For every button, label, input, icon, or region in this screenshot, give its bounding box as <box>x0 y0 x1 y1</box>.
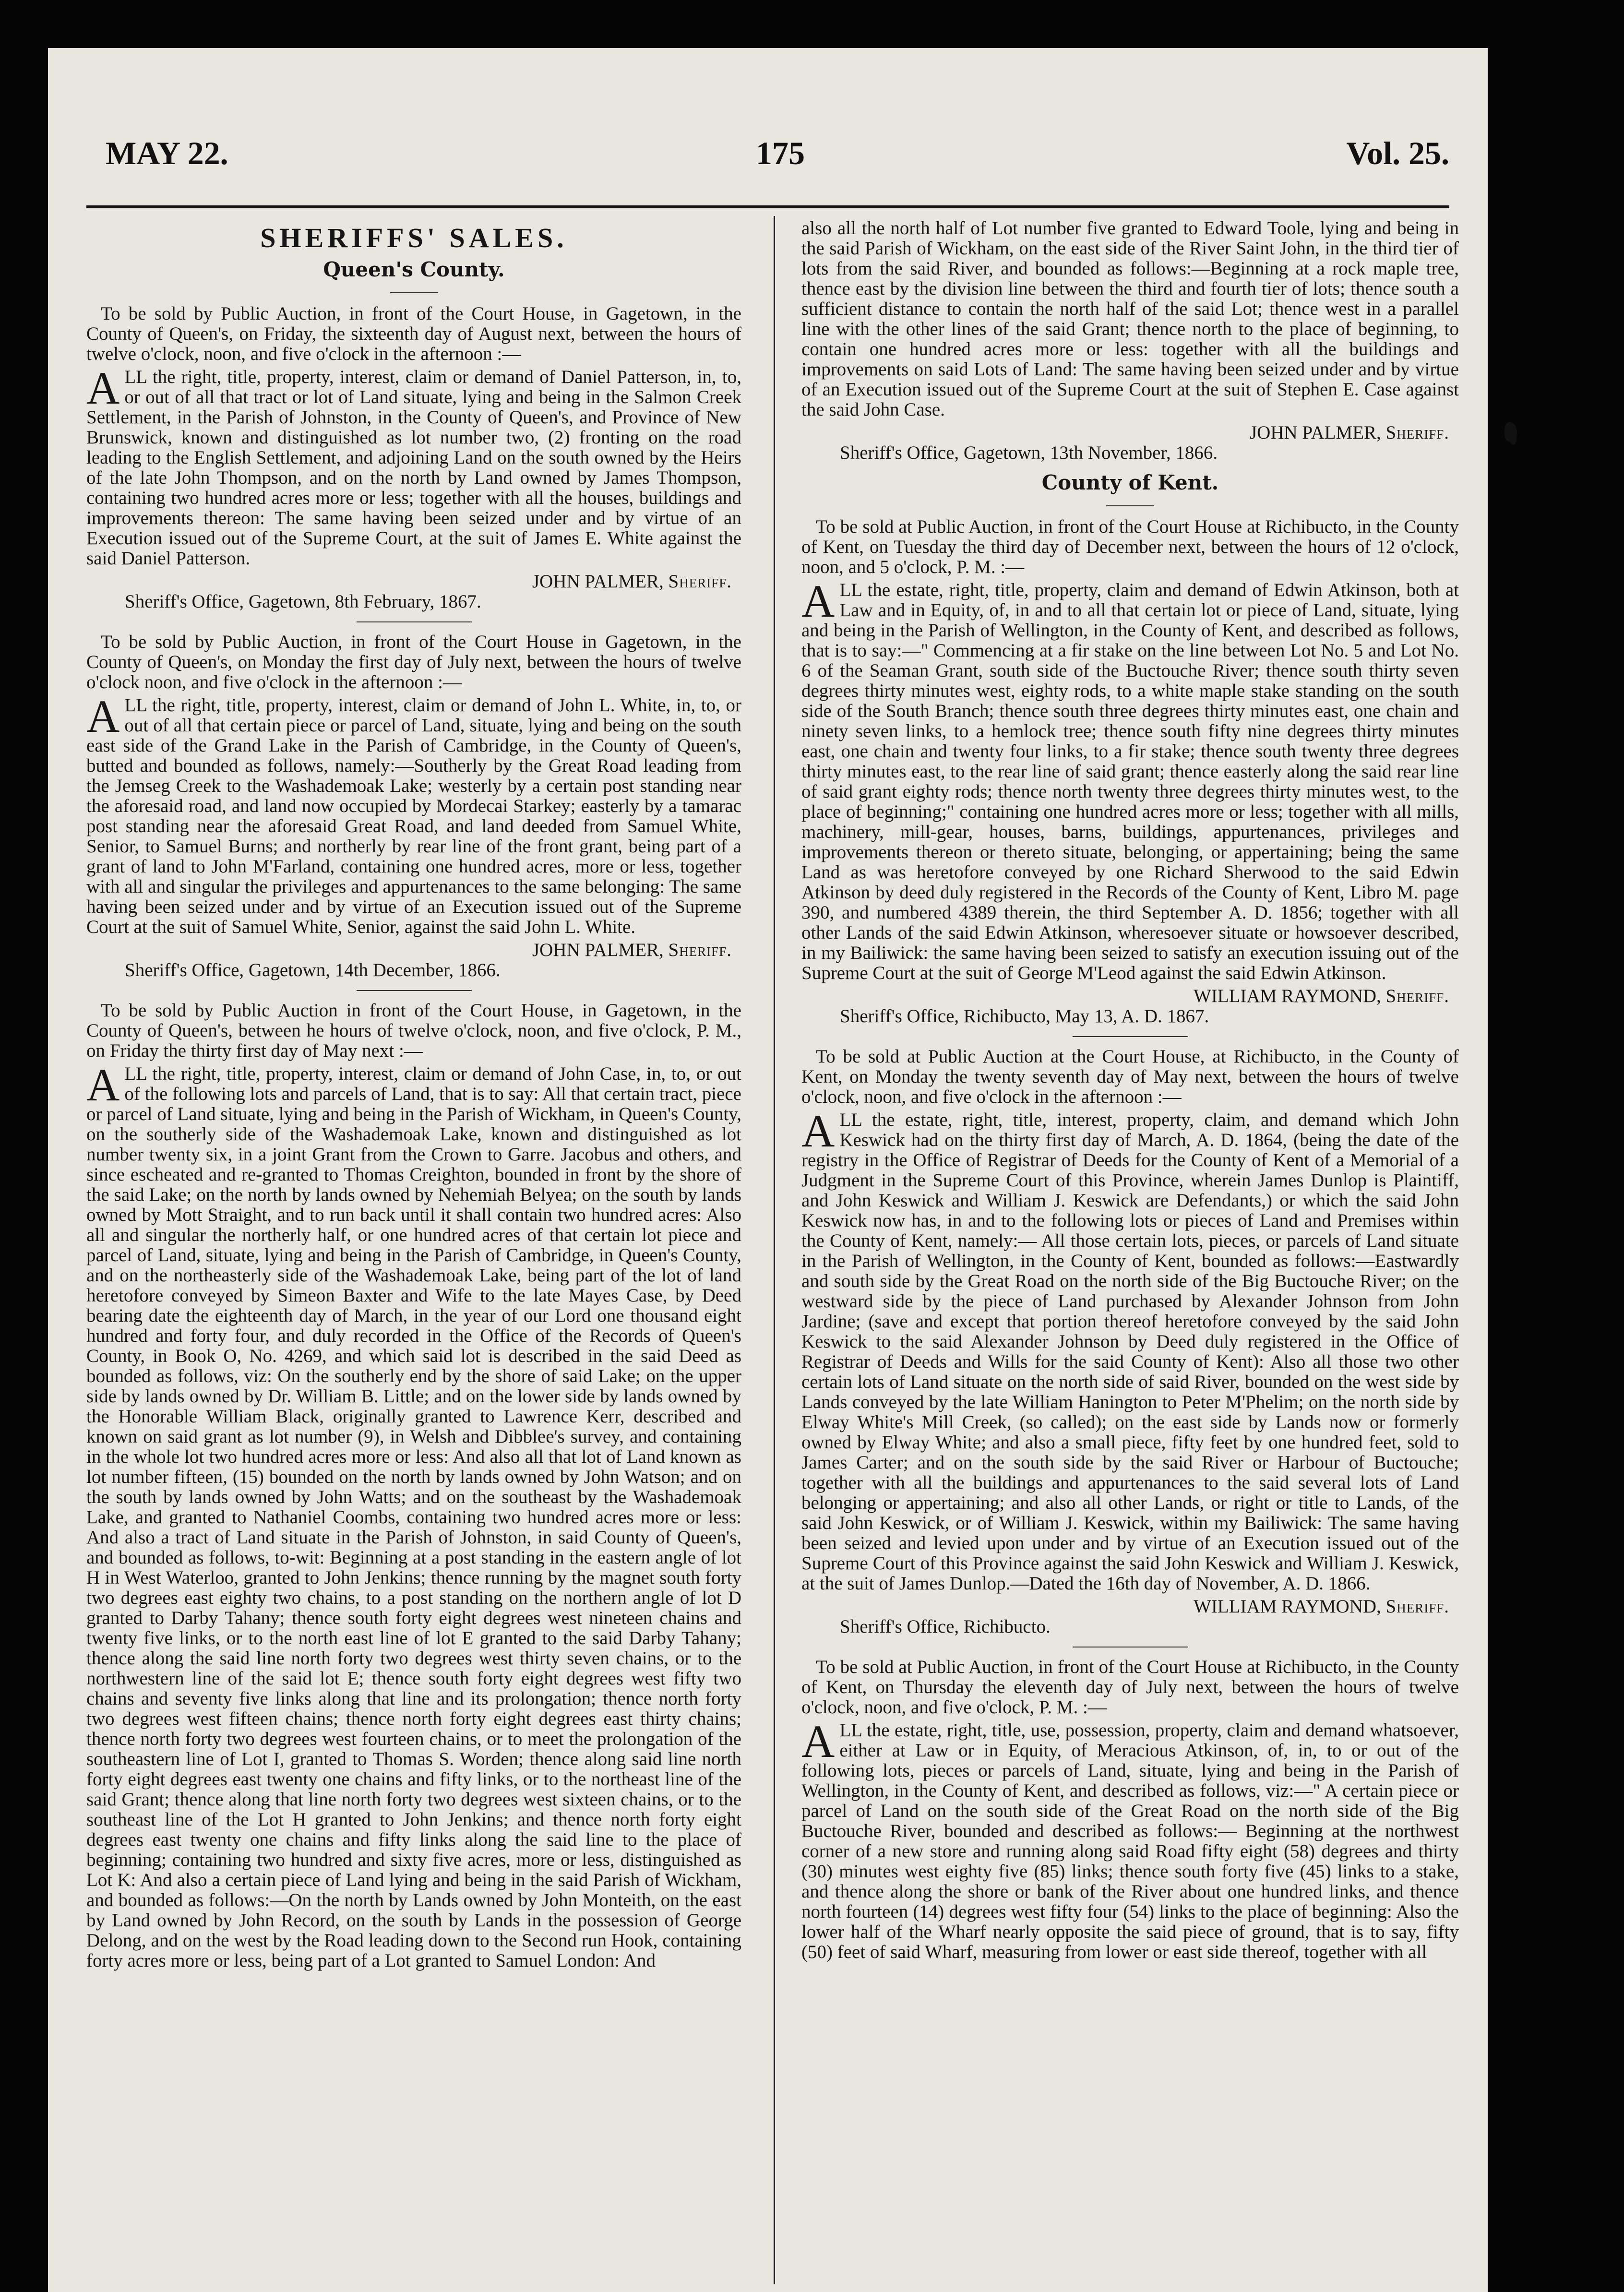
notice-intro: To be sold at Public Auction, in front of the Court House at Richibucto, in the County of Kent, on Tuesday the third day of December next, between the hours of 12 o'clock, noon, and 5 o'clock, P. M. :— <box>801 516 1459 577</box>
newspaper-page <box>48 48 1488 2292</box>
county-heading-kent: County of Kent. <box>1041 471 1219 494</box>
sheriff-signature: JOHN PALMER, Sheriff. <box>532 940 732 960</box>
drop-cap: A <box>86 362 120 414</box>
notice-case <box>86 1001 741 1971</box>
sheriff-office-date: Sheriff's Office, Gagetown, 8th February, 1867. <box>125 591 481 612</box>
notice-body <box>86 1059 741 1971</box>
column-divider <box>774 216 775 2284</box>
page-header <box>86 134 1449 202</box>
notice-body <box>801 1716 1459 1962</box>
notice-intro: To be sold by Public Auction, in front of the Court House, in Gagetown, in the County of Queen's, on Friday, the sixteenth day of August next, between the hours of twelve o'clock, noon, and five o'clock in the afternoon :— <box>86 303 741 364</box>
drop-cap: A <box>801 1716 835 1767</box>
notice-keswick <box>801 1047 1459 1637</box>
section-title: SHERIFFS' SALES. <box>260 222 568 253</box>
notice-intro: To be sold by Public Auction in front of the Court House, in Gagetown, in the County of Queen's, between he hours of twelve o'clock, noon, and five o'clock, P. M., on Friday the thirty first day of May next :— <box>86 1000 741 1061</box>
notice-text: LL the right, title, property, interest, claim or demand of John L. White, in, to, or out of all that certain piece or parcel of Land, situate, lying and being on the south east side of the Grand Lake in the Parish of Cambridge, in the County of Queen's, butted and bounded as follows, namely:—Southerly by the Great Road leading from the Jemseg Creek to the Washademoak Lake; westerly by a certain post standing near the aforesaid road, and land now occupied by Mordecai Starkey; easterly by a tamarac post standing near the aforesaid Great Road, and land deeded from Samuel White, Senior, to Samuel Burns; and northerly by rear line of the front grant, being part of a grant of land to John M'Farland, containing one hundred acres, more or less, together with all and singular the privileges and appurtenances to the same belonging: The same having been seized under and by virtue of an Execution issued out of the Supreme Court at the suit of Samuel White, Senior, against the said John L. White. <box>86 695 741 937</box>
notice-meracious-atkinson <box>801 1657 1459 1962</box>
left-column <box>86 218 741 2287</box>
notice-body <box>801 575 1459 983</box>
header-volume: Vol. 25. <box>1346 135 1449 171</box>
notice-continuation-text: also all the north half of Lot number five granted to Edward Toole, lying and being in the said Parish of Wickham, on the east side of the River Saint John, in the third tier of lots from the said River, and bounded as follows:—Beginning at a rock maple tree, thence east by the division line between the third and fourth tier of lots; thence south a sufficient distance to contain the north half of the said Lot; thence west in a parallel line with the other lines of the said Grant; thence north to the place of beginning, to contain one hundred acres more or less: together with all the buildings and improvements on said Lots of Land: The same having been seized under and by virtue of an Execution issued out of the Supreme Court at the suit of Stephen E. Case against the said John Case. <box>801 218 1459 420</box>
sheriff-signature: WILLIAM RAYMOND, Sheriff. <box>1194 986 1449 1006</box>
notice-text: LL the estate, right, title, interest, property, claim, and demand which John Keswick had on the thirty first day of March, A. D. 1864, (being the date of the registry in the Office of Registrar of Deeds for the County of Kent of a Memorial of a Judgment in the Supreme Court of this Province, wherein James Dunlop is Plaintiff, and John Keswick and William J. Keswick are Defendants,) or which the said John Keswick now has, in and to the following lots or pieces of Land and Premises within the County of Kent, namely:— All those certain lots, pieces, or parcels of Land situate in the Parish of Wellington, in the County of Kent, bounded as follows:—Eastwardly and south side by the Great Road on the north side of the Big Buctouche River; on the westward side by the piece of Land purchased by Alexander Johnson from John Jardine; (save and except that portion thereof heretofore conveyed by the said John Keswick to the said Alexander Johnson by Deed duly registered in the Office of Registrar of Deeds and Wills for the said County of Kent): Also all those two other certain lots of Land situate on the north side of said River, bounded on the west side by Lands conveyed by the late William Hanington to Peter M'Phelim; on the north side by Elway White's Mill Creek, (so called); on the east side by Lands now or formerly owned by Elway White; and also a small piece, fifty feet by one hundred feet, sold to James Carter; and on the south side by the said River or Harbour of Buctouche; together with all the buildings and appurtenances to the said several lots of Land belonging or appertaining; and also all other Lands, or right or title to Lands, of the said John Keswick, or of William J. Keswick, within my Bailiwick: The same having been seized and levied upon under and by virtue of an Execution issued out of the Supreme Court of this Province against the said John Keswick and William J. Keswick, at the suit of James Dunlop.—Dated the 16th day of November, A. D. 1866. <box>801 1110 1459 1594</box>
notice-body <box>86 691 741 937</box>
notice-atkinson <box>801 517 1459 1027</box>
notice-text: LL the right, title, property, interest, claim or demand of Daniel Patterson, in, to, or out of all that tract or lot of Land situate, lying and being in the Salmon Creek Settlement, in the Parish of Johnston, in the County of Queen's, and Province of New Brunswick, known and distinguished as lot number two, (2) fronting on the road leading to the English Settlement, and adjoining Land on the south owned by the Heirs of the late John Thompson, and on the north by Land owned by James Thompson, containing two hundred acres more or less; together with all the houses, buildings and improvements thereon: The same having been seized under and by virtue of an Execution issued out of the Supreme Court, at the suit of James E. White against the said Daniel Patterson. <box>86 367 741 569</box>
header-page-number: 175 <box>756 135 805 171</box>
sheriff-office-date: Sheriff's Office, Gagetown, 13th November, 1866. <box>840 442 1218 463</box>
heading-rule <box>390 292 438 293</box>
notice-intro: To be sold at Public Auction, in front of the Court House at Richibucto, in the County of Kent, on Thursday the eleventh day of July next, between the hours of twelve o'clock, noon, and five o'clock, P. M. :— <box>801 1657 1459 1718</box>
notice-text: LL the right, title, property, interest, claim or demand of John Case, in, to, or out of the following lots and parcels of Land, that is to say: All that certain tract, piece or parcel of Land situate, lying and being in the Parish of Wickham, in Queen's County, on the southerly side of the Washademoak Lake, known and distinguished as lot number twenty six, in a joint Grant from the Crown to Garre. Jacobus and others, and since escheated and re-granted to Thomas Creighton, bounded in front by the shore of the said Lake; on the north by lands owned by Nehemiah Belyea; on the south by lands owned by Mott Straight, and to run back until it shall contain two hundred acres: Also all and singular the northerly half, or one hundred acres of that certain lot piece and parcel of Land, situate, lying and being in the Parish of Cambridge, in Queen's County, and on the northeasterly side of the Washademoak Lake, being part of the lot of land heretofore conveyed by Simeon Baxter and Wife to the late Mayes Case, by Deed bearing date the eighteenth day of March, in the year of our Lord one thousand eight hundred and forty four, and duly recorded in the Office of the Records of Queen's County, in Book O, No. 4269, and which said lot is described in the said Deed as bounded as follows, viz: On the southerly end by the shore of said Lake; on the upper side by lands owned by Dr. William B. Little; and on the lower side by lands owned by the Honorable William Black, originally granted to Lawrence Kerr, described and known on said grant as lot number (9), in Welsh and Dibblee's survey, and containing in the whole lot two hundred acres more or less: And also all that lot of Land known as lot number fifteen, (15) bounded on the north by lands owned by John Watson; and on the south by lands owned by John Watts; and on the southeast by the Washademoak Lake, and granted to Nathaniel Coombs, containing two hundred acres more or less: And also a tract of Land situate in the Parish of Johnston, in said County of Queen's, and bounded as follows, to-wit: Beginning at a post standing in the eastern angle of lot H in West Waterloo, granted to John Jenkins; thence running by the magnet south forty two degrees east eighty two chains, to a post standing on the northern angle of lot D granted to Darby Tahany; thence south forty eight degrees west nineteen chains and twenty five links, or to the north east line of lot E granted to the said Darby Tahany; thence along the said line north forty two degrees west thirty seven chains, or to the northwestern line of the said lot E; thence south forty eight degrees west fifty two chains and seventy five links along that line and its prolongation; thence north forty two degrees west fifteen chains; thence north forty eight degrees east thirty chains; thence north forty two degrees west fourteen chains, or to meet the prolongation of the southeastern line of Lot I, granted to Thomas S. Worden; thence along said line north forty eight degrees east twenty one chains and fifty links, or to the northeast line of the said Grant; thence along that line north forty two degrees west sixteen chains, or to the southeast line of the Lot H granted to John Jenkins; and thence north forty eight degrees east twenty one chains and fifty links along the said line to the place of beginning; containing two hundred and sixty five acres, more or less, distinguished as Lot K: And also a certain piece of Land lying and being in the said Parish of Wickham, and bounded as follows:—On the north by Lands owned by John Monteith, on the east by Land owned by John Record, on the south by Lands in the possession of George Delong, and on the west by the Road leading down to the Second run Hook, containing forty acres more or less, being part of a Lot granted to Samuel London: And <box>86 1063 741 1971</box>
notice-text: LL the estate, right, title, use, possession, property, claim and demand whatsoever, either at Law or in Equity, of Meracious Atkinson, of, in, to or out of the following lots, pieces or parcels of Land, situate, lying and being in the Parish of Wellington, in the County of Kent, and described as follows, viz:—" A certain piece or parcel of Land on the south side of the Great Road on the north side of the Big Buctouche River, bounded and described as follows:— Beginning at the northwest corner of a new store and running along said Road fifty eight (58) degrees and thirty (30) minutes west eighty five (85) links; thence south forty five (45) links to a stake, and thence along the shore or bank of the River about one hundred links, and thence north fourteen (14) degrees west fifty four (54) links to the place of beginning: Also the lower half of the Wharf nearly opposite the said piece of ground, that is to say, fifty (50) feet of said Wharf, measuring from lower or east side thereof, together with all <box>801 1720 1459 1962</box>
notice-intro: To be sold by Public Auction, in front of the Court House in Gagetown, in the County of Queen's, on Monday the first day of July next, between the hours of twelve o'clock noon, and five o'clock in the afternoon :— <box>86 632 741 692</box>
drop-cap: A <box>86 1059 120 1110</box>
notice-white <box>86 632 741 980</box>
notice-separator <box>1073 1036 1188 1037</box>
notice-patterson <box>86 304 741 612</box>
sheriff-signature: WILLIAM RAYMOND, Sheriff. <box>1194 1596 1449 1617</box>
header-rule <box>86 205 1449 208</box>
ink-blot-mark <box>1510 434 1517 445</box>
notice-separator <box>357 990 472 991</box>
right-column <box>801 218 1459 2287</box>
sheriff-office-date: Sheriff's Office, Gagetown, 14th December, 1866. <box>125 960 501 980</box>
notice-intro: To be sold at Public Auction at the Court House, at Richibucto, in the County of Kent, on Monday the twenty seventh day of May next, between the hours of twelve o'clock, noon, and five o'clock in the afternoon :— <box>801 1046 1459 1107</box>
heading-rule <box>1106 505 1154 506</box>
header-date: MAY 22. <box>106 135 228 171</box>
sheriff-signature: JOHN PALMER, Sheriff. <box>532 571 732 592</box>
notice-body <box>801 1105 1459 1594</box>
county-heading-queens: Queen's County. <box>323 258 505 281</box>
sheriff-signature: JOHN PALMER, Sheriff. <box>1250 422 1449 443</box>
drop-cap: A <box>86 691 120 742</box>
notice-text: LL the estate, right, title, property, claim and demand of Edwin Atkinson, both at Law and in Equity, of, in and to all that certain lot or piece of Land, situate, lying and being in the Parish of Wellington, in the County of Kent, and described as follows, that is to say:—" Commencing at a fir stake on the line between Lot No. 5 and Lot No. 6 of the Seaman Grant, south side of the Buctouche River; thence south thirty seven degrees thirty minutes west, eighty rods, to a white maple stake standing on the south side of the South Branch; thence south three degrees thirty minutes east, one chain and ninety seven links, to a hemlock tree; thence south fifty nine degrees thirty minutes east, one chain and twenty four links, to a fir stake; thence south twenty three degrees thirty minutes east, to the rear line of said grant; thence easterly along the said rear line of said grant eighty rods; thence north twenty three degrees thirty minutes west, to the place of beginning;" containing one hundred acres more or less; together with all mills, machinery, mill-gear, houses, barns, buildings, appurtenances, privileges and improvements thereon or thereto situate, belonging, or appertaining; being the same Land as was heretofore conveyed by one Richard Sherwood to the said Edwin Atkinson by deed duly registered in the Records of the County of Kent, Libro M. page 390, and numbered 4389 therein, the third September A. D. 1856; together with all other Lands of the said Edwin Atkinson, wheresoever situate or howsoever described, in my Bailiwick: the same having been seized to satisfy an execution issuing out of the Supreme Court at the suit of George M'Leod against the said Edwin Atkinson. <box>801 580 1459 983</box>
notice-separator <box>357 621 472 622</box>
sheriff-office-date: Sheriff's Office, Richibucto, May 13, A. D. 1867. <box>840 1006 1209 1027</box>
sheriff-office-date: Sheriff's Office, Richibucto. <box>840 1616 1051 1637</box>
notice-body <box>86 362 741 569</box>
drop-cap: A <box>801 575 835 627</box>
notice-case-continued <box>801 218 1459 463</box>
drop-cap: A <box>801 1105 835 1157</box>
